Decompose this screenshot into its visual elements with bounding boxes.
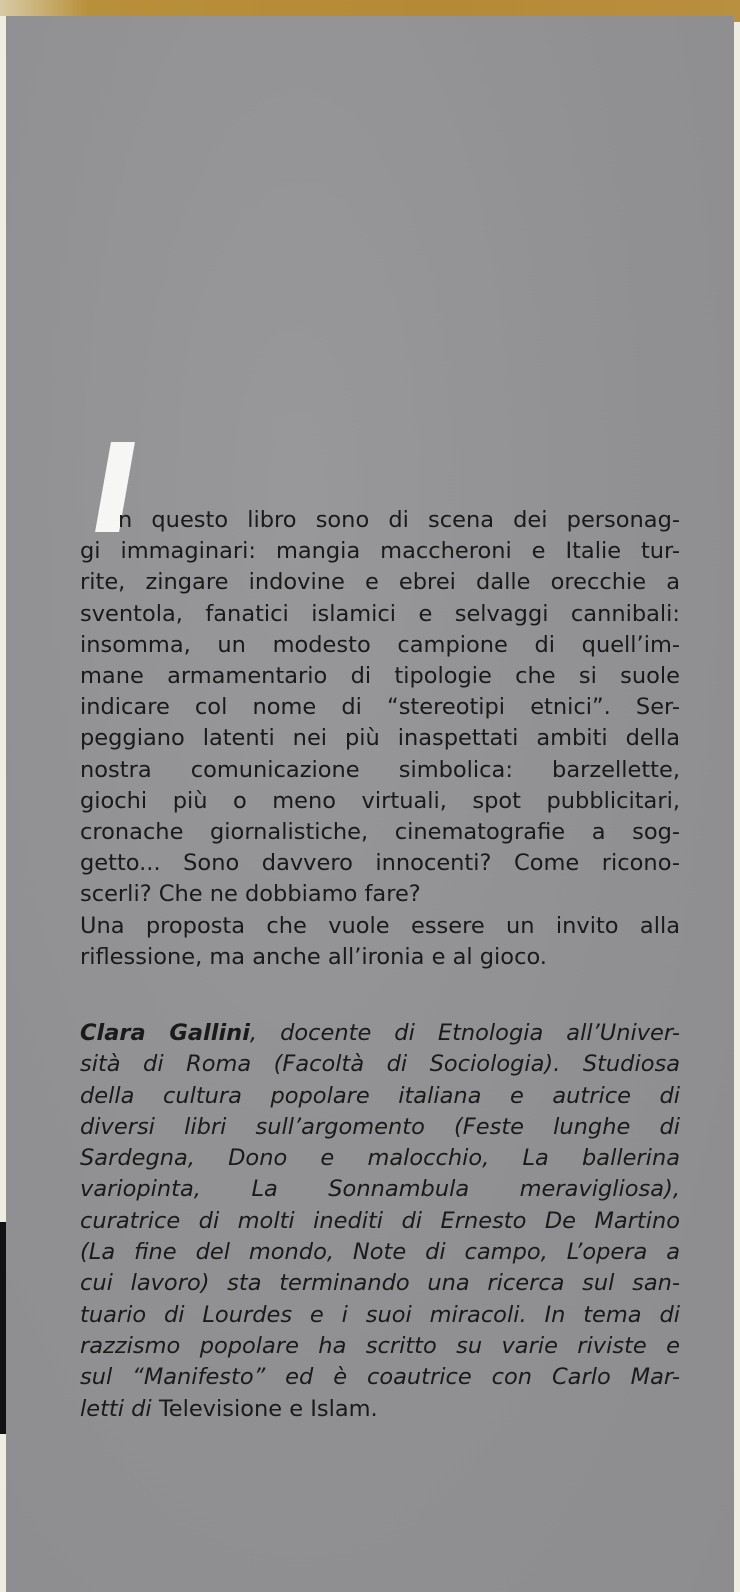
blurb-text: [80, 505, 680, 973]
bio-line: sul “Manifesto” ed è coautrice con Carlo Mar-: [80, 1364, 680, 1391]
blurb-line: peggiano latenti nei più inaspettati ambiti della: [80, 725, 680, 752]
bio-line: (La fine del mondo, Note di campo, L’opera a: [80, 1239, 680, 1266]
bio-text: , docente di Etnologia all’Univer-: [249, 1020, 680, 1046]
bio-line: razzismo popolare ha scritto su varie riviste e: [80, 1332, 680, 1359]
blurb-line: insomma, un modesto campione di quell’im-: [80, 631, 680, 658]
blurb-line: nostra comunicazione simbolica: barzellette,: [80, 756, 680, 783]
bio-line: diversi libri sull’argomento (Feste lunghe di: [80, 1113, 680, 1140]
bio-line: curatrice di molti inediti di Ernesto De Martino: [80, 1207, 680, 1234]
blurb-line: indicare col nome di “stereotipi etnici”. Ser-: [80, 694, 680, 721]
bio-text: letti di: [80, 1395, 159, 1422]
bio-line: [80, 1394, 680, 1425]
author-bio: [80, 1018, 680, 1425]
blurb-line: scerli? Che ne dobbiamo fare?: [80, 881, 421, 908]
blurb-line: n questo libro sono di scena dei personag-: [118, 507, 680, 533]
blurb-line: Una proposta che vuole essere un invito alla: [80, 912, 680, 939]
blurb-line: getto... Sono davvero innocenti? Come ricono-: [80, 850, 680, 877]
bio-line: cui lavoro) sta terminando una ricerca sul san-: [80, 1270, 680, 1297]
blurb-line: mane armamentario di tipologie che si suole: [80, 663, 680, 690]
blurb-line: cronache giornalistiche, cinematografie a sog-: [80, 819, 680, 846]
blurb-line: riflessione, ma anche all’ironia e al gioco.: [80, 943, 547, 970]
bio-line: Sardegna, Dono e malocchio, La ballerina: [80, 1145, 680, 1172]
author-name: Clara Gallini: [80, 1020, 250, 1046]
blurb-line: giochi più o meno virtuali, spot pubblicitari,: [80, 787, 680, 814]
bio-line: variopinta, La Sonnambula meravigliosa),: [80, 1176, 680, 1203]
bio-line: tuario di Lourdes e i suoi miracoli. In tema di: [80, 1301, 680, 1328]
bio-line: [80, 1018, 680, 1049]
blurb-line: rite, zingare indovine e ebrei dalle orecchie a: [80, 569, 680, 596]
book-title: Televisione e Islam.: [158, 1395, 378, 1422]
blurb-line: sventola, fanatici islamici e selvaggi cannibali:: [80, 600, 680, 627]
bio-line: della cultura popolare italiana e autrice di: [80, 1082, 680, 1109]
blurb-line: gi immaginari: mangia maccheroni e Italie tur-: [80, 538, 680, 565]
bio-line: sità di Roma (Facoltà di Sociologia). Studiosa: [80, 1051, 680, 1078]
